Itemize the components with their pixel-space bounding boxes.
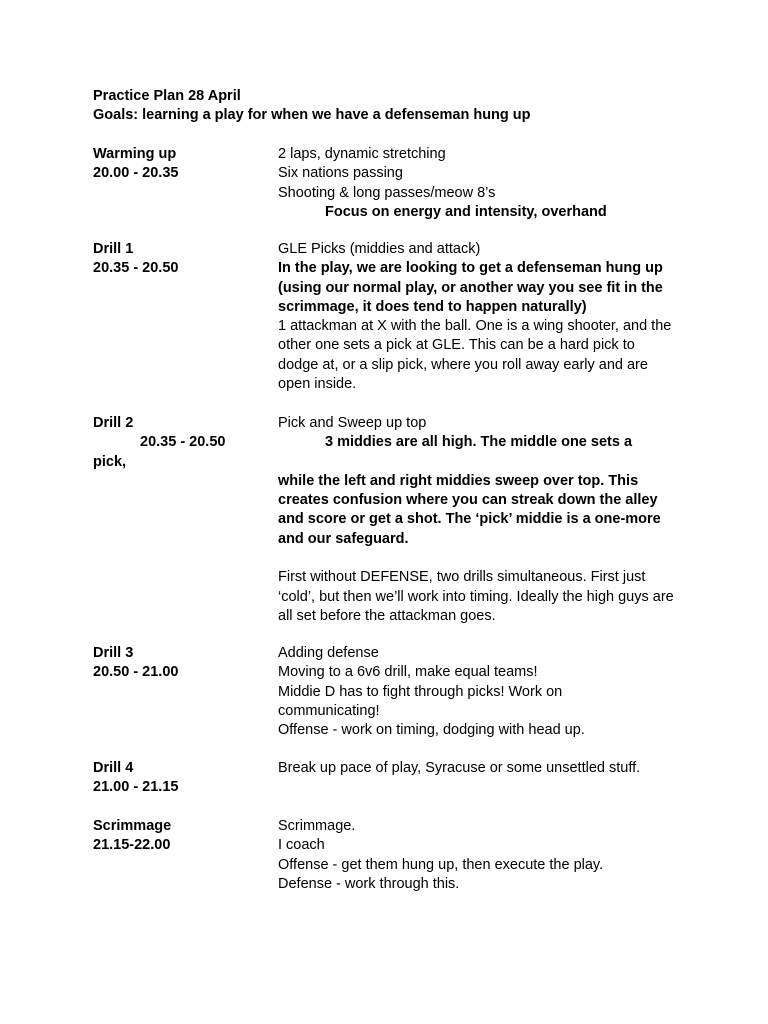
drill3-name: Drill 3 [93, 645, 134, 661]
drill3-time: 20.50 - 21.00 [93, 664, 179, 681]
drill3-content [278, 644, 678, 740]
drill4-content [278, 759, 678, 778]
scrimmage-line: I coach [278, 837, 325, 854]
drill3-labels [93, 644, 278, 683]
drill1-labels [93, 240, 278, 279]
drill3-line: Moving to a 6v6 drill, make equal teams! [278, 664, 538, 681]
document-header [93, 87, 693, 126]
drill1-time: 20.35 - 20.50 [93, 260, 179, 277]
drill3-line: Offense - work on timing, dodging with head up. [278, 722, 585, 739]
drill2-bold-line: 3 middies are all high. The middle one sets a [325, 434, 633, 451]
warmup-name: Warming up [93, 146, 177, 162]
drill1-text: 1 attackman at X with the ball. One is a wing shooter, and the other one sets a pick at GLE. This can be a hard pick to dodge at, or a slip pick, where you roll away early and are open inside. [278, 318, 672, 393]
drill4-text: Break up pace of play, Syracuse or some unsettled stuff. [278, 760, 641, 776]
drill2-labels [93, 414, 278, 472]
drill3-line: Adding defense [278, 645, 379, 661]
drill4-name: Drill 4 [93, 760, 134, 776]
drill1-content [278, 240, 678, 394]
page-title: Practice Plan 28 April [93, 88, 241, 104]
drill3-line: Middie D has to fight through picks! Work on [278, 683, 563, 700]
warmup-focus: Focus on energy and intensity, overhand [325, 203, 607, 220]
drill3-line: communicating! [278, 702, 380, 719]
warmup-line: 2 laps, dynamic stretching [278, 146, 446, 162]
scrimmage-line: Defense - work through this. [278, 875, 460, 892]
scrimmage-line: Scrimmage. [278, 818, 356, 834]
drill1-bold-text: In the play, we are looking to get a defenseman hung up (using our normal play, or another way you see fit in the scrimmage, it does tend to happen naturally) [278, 260, 663, 315]
warmup-content [278, 145, 678, 222]
drill2-text: First without DEFENSE, two drills simultaneous. First just ‘cold’, but then we’ll work into timing. Ideally the high guys are all set before the attackman goes. [278, 569, 674, 624]
warmup-time: 20.00 - 20.35 [93, 165, 179, 182]
drill2-bold-text: while the left and right middies sweep over top. This creates confusion where you can streak down the alley and score or get a shot. The ‘pick’ middie is a one-more and our safeguard. [278, 472, 661, 547]
drill4-labels [93, 759, 278, 798]
scrimmage-name: Scrimmage [93, 818, 172, 834]
drill2-content [278, 414, 678, 626]
drill2-pick-continuation: pick, [93, 453, 127, 470]
goals-line: Goals: learning a play for when we have a defenseman hung up [93, 107, 531, 124]
scrimmage-labels [93, 817, 278, 856]
scrimmage-time: 21.15-22.00 [93, 837, 171, 854]
warmup-line: Shooting & long passes/meow 8’s [278, 184, 496, 201]
scrimmage-line: Offense - get them hung up, then execute the play. [278, 856, 604, 873]
drill4-time: 21.00 - 21.15 [93, 779, 179, 796]
warmup-line: Six nations passing [278, 165, 403, 182]
warmup-labels [93, 145, 278, 184]
drill2-name: Drill 2 [93, 415, 134, 431]
scrimmage-content [278, 817, 678, 894]
drill2-time: 20.35 - 20.50 [140, 434, 226, 451]
drill1-name: Drill 1 [93, 241, 134, 257]
drill1-subtitle: GLE Picks (middies and attack) [278, 241, 481, 257]
drill2-subtitle: Pick and Sweep up top [278, 415, 427, 431]
